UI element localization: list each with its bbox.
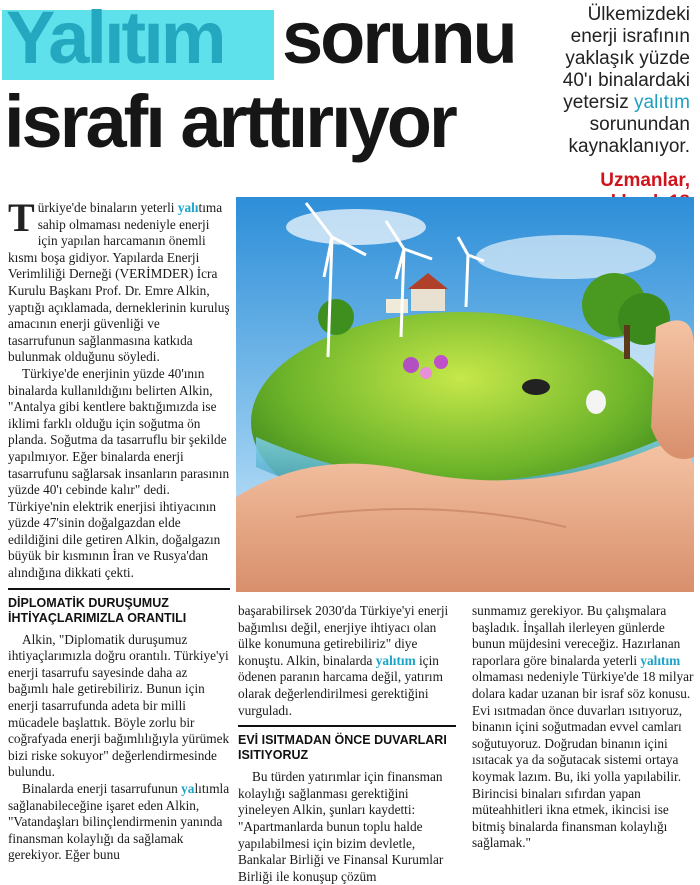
article-column-3 (472, 603, 694, 852)
paragraph: başarabilirsek 2030'da Türkiye'yi enerji bağımlısı değil, enerjiye ihtiyacı olan ülke konumuna getirebiliriz" diye konuştu. Alkin, binalarda yalıtım için ödenen paranın harcama değil, yatırım olarak değerlendirilmesi gerektiğini vurguladı. (238, 603, 449, 718)
article-column-1 (8, 195, 230, 864)
paragraph: sunmamız gerekiyor. Bu çalışmalara başladık. İnşallah ilerleyen günlerde bunun müjdesini vereceğiz. Hazırlanan raporlara göre binalarda yeterli yalıtım olmaması nedeniyle Türkiye'de 18 milyar dolara kadar uzanan bir israf söz konusu. Evi ısıtmadan önce duvarları ısıtıyoruz, binanın içini soğutmadan evvel camları soğutuyoruz. Doğrudan binanın içini ısıtacak ya da soğutacak sistemi ortaya koymak lazım. Bu, iki yolla yapılabilir. Birincisi binaları sıfırdan yapan müteahhitleri ikna etmek, ikincisi ise bitmiş binalarda finansman kolaylığı sağlamak." (472, 603, 694, 851)
intro-line: Ülkemizdeki (587, 4, 690, 25)
article-column-2 (238, 603, 456, 885)
paragraph: Türkiye'de enerjinin yüzde 40'ının binalarda kullanıldığını belirten Alkin, "Antalya gibi kentlere baktığımızda ise iklimi farklı olduğu için soğutma ön planda. Soğutma da tasarruflu bir şekilde yapılmıyor. Eğer binalarda enerji tasarrufunu sağlarsak insanların parasının yüzde 40'ı cebinde kalır" dedi. Türkiye'nin elektrik enerjisi ihtiyacının yüzde 47'sinin doğalgazdan elde edildiğini dile getiren Alkin, doğalgazın büyük bir kısmının İran ve Rusya'dan alındığına dikkati çekti. (8, 365, 230, 581)
intro-red-line: Uzmanlar, (600, 170, 690, 191)
intro-line: kaynaklanıyor. (568, 136, 690, 157)
paragraph: Türkiye'de binaların yeterli yalıtıma sahip olmaması nedeniyle enerji için yapılan harcamanın önemli kısmı boşa gidiyor. Yapılarda Enerji Verimliliği Derneği (VERİMDER) İcra Kurulu Başkanı Prof. Dr. Emre Alkin, yaptığı açıklamada, derneklerinin kuruluş amacının enerji güvenliği ve tasarrufunun sağlanmasına katkıda bulunmak olduğunu söyledi. (8, 195, 230, 365)
intro-line: yaklaşık yüzde (565, 48, 690, 69)
intro-line: enerji israfının (570, 26, 690, 47)
intro-line: sorunundan (589, 114, 690, 135)
subheading: EVİ ISITMADAN ÖNCE DUVARLARI ISITIYORUZ (238, 725, 456, 763)
subheading: DİPLOMATİK DURUŞUMUZ İHTİYAÇLARIMIZLA ORANTILI (8, 588, 230, 626)
headline-line-2: israfı arttırıyor (4, 80, 455, 163)
paragraph: Bu türden yatırımlar için finansman kolaylığı sağlanması gerektiğini yineleyen Alkin, şunları kaydetti: "Apartmanlarda bunun toplu halde yapılabilmesi için bizim devletle, Bankalar Birliği ve Finansal Kurumlar Birliği ile konuşup çözüm (238, 769, 444, 884)
intro-line: 40'ı binalardaki (562, 70, 690, 91)
drop-cap: T (8, 195, 35, 240)
intro-line: yetersiz yalıtım (563, 92, 690, 113)
paragraph: Binalarda enerji tasarrufunun yalıtımla sağlanabileceğine işaret eden Alkin, "Vatandaşları bilinçlendirmenin yanında finansman kolaylığı da sağlamak gerekiyor. Eğer bunu (8, 781, 230, 863)
hero-image (236, 197, 694, 592)
globe-hand-illustration (236, 197, 694, 592)
headline-keyword: Yalıtım (6, 0, 224, 79)
headline-word-sorunu: sorunu (282, 0, 515, 79)
paragraph: Alkin, "Diplomatik duruşumuz ihtiyaçlarımızla doğru orantılı. Türkiye'yi enerji tasarrufu sayesinde daha az bağımlı hale getirebiliriz. Bunun için enerji tasarrufunda adeta bir milli mücadele başlattık. Böyle zorlu bir coğrafyada enerji bağımlılığıyla yürümek bizi riske sokuyor" değerlendirmesinde bulundu. (8, 631, 230, 780)
